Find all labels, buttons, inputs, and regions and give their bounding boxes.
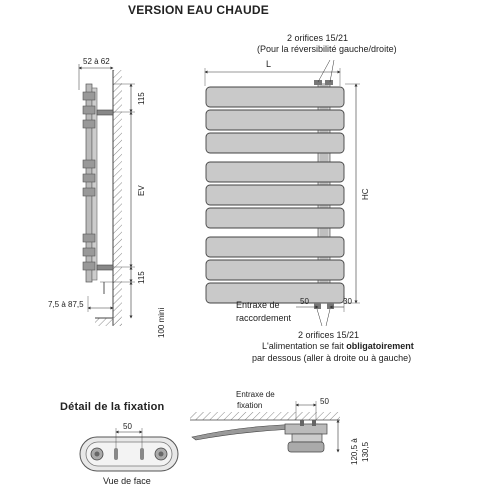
label-orifices-top-1: 2 orifices 15/21	[287, 33, 349, 43]
bottom-orifice-right	[327, 303, 334, 309]
label-orifices-top-2: (Pour la réversibilité gauche/droite)	[257, 44, 397, 54]
bottom-bracket	[97, 265, 113, 270]
label-dim-115-bottom: 115	[137, 271, 146, 284]
label-fix-height-2: 130,5	[361, 441, 370, 462]
label-dim-100-mini: 100 mini	[157, 307, 166, 338]
label-vue-face: Vue de face	[103, 476, 151, 486]
top-orifice-right	[325, 80, 333, 85]
top-bracket	[97, 110, 113, 115]
page-title: VERSION EAU CHAUDE	[128, 3, 269, 17]
top-orifice-left	[314, 80, 322, 85]
label-fix-50b: 50	[320, 397, 329, 406]
label-dim-30: 30	[343, 297, 352, 306]
label-entraxe-2: raccordement	[236, 313, 292, 323]
label-dim-L: L	[266, 59, 272, 69]
label-dim-50: 50	[300, 297, 309, 306]
slat-group-top	[206, 87, 344, 153]
slat-group-middle	[206, 162, 344, 228]
slat-group-bottom	[206, 237, 344, 303]
fixation-side-section	[190, 401, 340, 452]
label-dim-EV: EV	[137, 185, 146, 196]
side-view	[79, 64, 135, 326]
label-alimentation-2: par dessous (aller à droite ou à gauche)	[252, 353, 412, 363]
label-fix-entraxe-1: Entraxe de	[236, 390, 275, 399]
fixation-front-face	[80, 428, 178, 471]
label-dim-52-62: 52 à 62	[83, 57, 110, 66]
label-orifices-bottom-1: 2 orifices 15/21	[298, 330, 360, 340]
label-fix-height-1: 120,5 à	[350, 438, 359, 465]
label-alimentation-1-pre: L'alimentation se fait	[262, 341, 347, 351]
label-dim-7-87: 7,5 à 87,5	[48, 300, 84, 309]
front-view	[205, 60, 360, 326]
wall-hatch	[113, 70, 122, 326]
label-fix-entraxe-2: fixation	[237, 401, 263, 410]
floor-hatch	[95, 318, 122, 326]
detail-title: Détail de la fixation	[60, 401, 165, 413]
label-entraxe-1: Entraxe de	[236, 300, 280, 310]
bottom-orifice-left	[314, 303, 321, 309]
label-fix-50: 50	[123, 422, 132, 431]
label-dim-115-top: 115	[137, 92, 146, 105]
label-alimentation-1-bold: obligatoirement	[346, 341, 414, 351]
label-alimentation-1	[262, 341, 414, 351]
label-dim-HC: HC	[361, 188, 370, 200]
